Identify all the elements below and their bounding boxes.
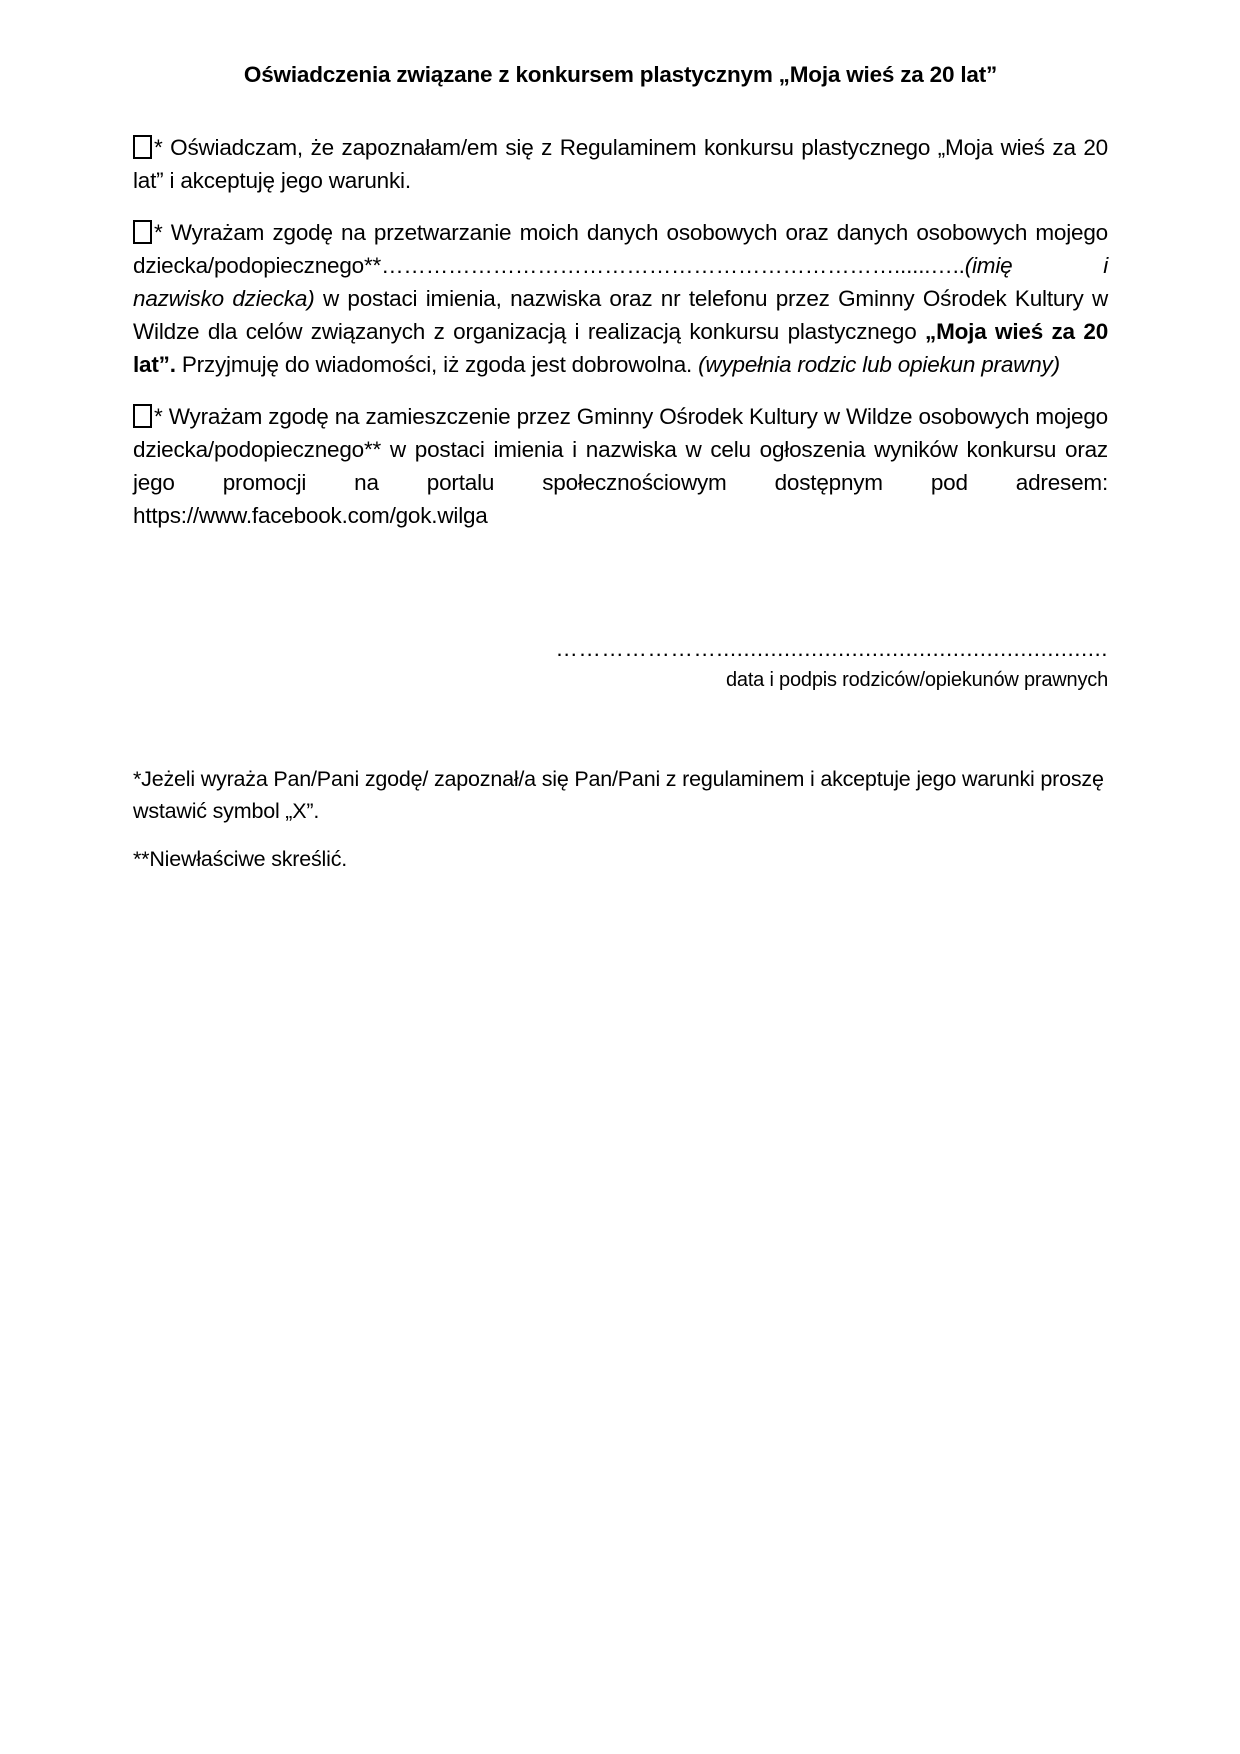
signature-caption: data i podpis rodziców/opiekunów prawnych: [725, 669, 1108, 691]
footnote-consent-instruction: *Jeżeli wyraża Pan/Pani zgodę/ zapoznał/a się Pan/Pani z regulaminem i akceptuje jego warunki proszę wstawić symbol „X”.: [133, 767, 1104, 823]
child-name-placeholder-label: (imię i nazwisko dziecka): [133, 253, 1108, 311]
consent-checkbox-regulamin[interactable]: [133, 135, 152, 159]
declaration-data-processing: [133, 216, 1108, 381]
footnote-strike-out: **Niewłaściwe skreślić.: [133, 847, 348, 871]
consent-checkbox-data-processing[interactable]: [133, 220, 152, 244]
child-name-fill-in-field[interactable]: ……………………………………………………………......…..: [381, 253, 965, 278]
consent-checkbox-publication[interactable]: [133, 404, 152, 428]
declaration-regulamin-text: * Oświadczam, że zapoznałam/em się z Regulaminem konkursu plastycznego „Moja wieś za 20 lat” i akceptuję jego warunki.: [133, 135, 1108, 193]
signature-block: [133, 632, 1108, 693]
date-signature-fill-in-field[interactable]: …………………..........................................................: [555, 636, 1108, 661]
declaration-data-processing-middle: w postaci imienia, nazwiska oraz nr telefonu przez Gminny Ośrodek Kultury w Wildze dla celów związanych z organizacją i realizacją konkursu plastycznego: [133, 286, 1109, 344]
declaration-data-processing-after: Przyjmuję do wiadomości, iż zgoda jest dobrowolna.: [175, 352, 699, 377]
footnotes-section: [133, 763, 1108, 875]
facebook-url-text: https://www.facebook.com/gok.wilga: [133, 503, 488, 528]
declaration-publication: [133, 400, 1108, 532]
filled-by-parent-note: (wypełnia rodzic lub opiekun prawny): [698, 352, 1060, 377]
document-title: Oświadczenia związane z konkursem plastycznym „Moja wieś za 20 lat”: [243, 62, 998, 87]
declaration-publication-lead: * Wyrażam zgodę na zamieszczenie przez Gminny Ośrodek Kultury w Wildze osobowych mojego dziecka/podopiecznego** w postaci imienia i nazwiska w celu ogłoszenia wyników konkursu oraz jego promocji na portalu społecznościowym dostępnym pod adresem:: [133, 404, 1108, 495]
contest-name-bold: „Moja wieś za 20 lat”.: [133, 319, 1109, 377]
declaration-data-processing-lead: * Wyrażam zgodę na przetwarzanie moich danych osobowych oraz danych osobowych mojego dziecka/podopiecznego**: [133, 220, 1108, 278]
declaration-regulamin: [133, 131, 1108, 197]
